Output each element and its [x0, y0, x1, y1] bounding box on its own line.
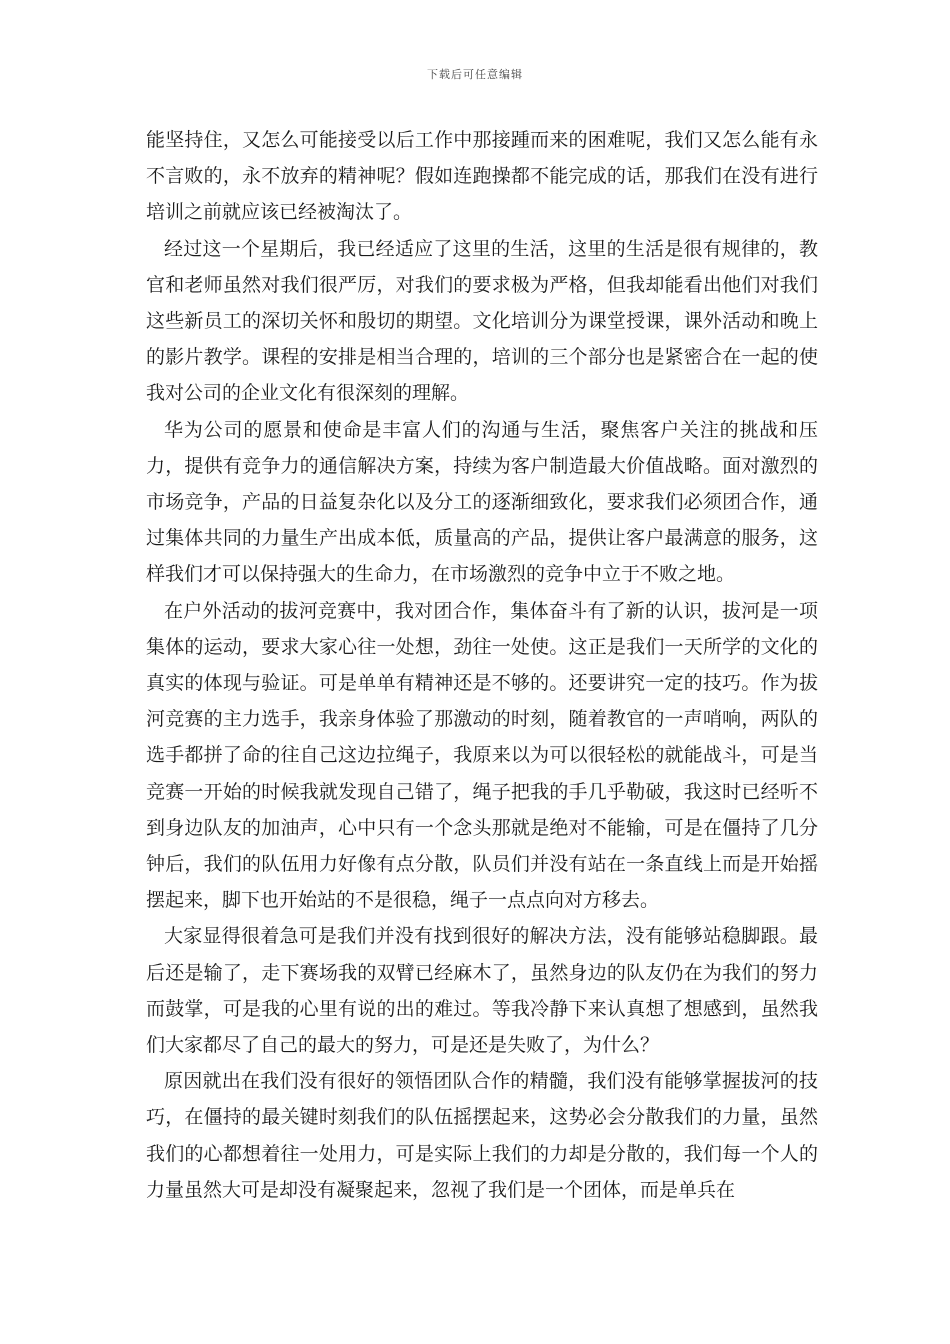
paragraph-reason: 原因就出在我们没有很好的领悟团队合作的精髓，我们没有能够掌握拔河的技巧，在僵持的最关键时刻我们的队伍摇摆起来，这势必会分散我们的力量，虽然我们的心都想着往一处用力，可是实际上我们的力却是分散的，我们每一个人的力量虽然大可是却没有凝聚起来，忽视了我们是一个团体，而是单兵在: [146, 1070, 818, 1201]
paragraph-defeat: 大家显得很着急可是我们并没有找到很好的解决方法，没有能够站稳脚跟。最后还是输了，走下赛场我的双臂已经麻木了，虽然身边的队友仍在为我们的努力而鼓掌，可是我的心里有说的出的难过。等我冷静下来认真想了想感到，虽然我们大家都尽了自己的最大的努力，可是还是失败了，为什么？: [146, 925, 818, 1057]
paragraph-tug-of-war: 在户外活动的拔河竞赛中，我对团合作，集体奋斗有了新的认识，拔河是一项集体的运动，要求大家心往一处想，劲往一处使。这正是我们一天所学的文化的真实的体现与验证。可是单单有精神还是不够的。还要讲究一定的技巧。作为拔河竞赛的主力选手，我亲身体验了那激动的时刻，随着教官的一声哨响，两队的选手都拼了命的往自己这边拉绳子，我原来以为可以很轻松的就能战斗，可是当竞赛一开始的时候我就发现自己错了，绳子把我的手几乎勒破，我这时已经听不到身边队友的加油声，心中只有一个念头那就是绝对不能输，可是在僵持了几分钟后，我们的队伍用力好像有点分散，队员们并没有站在一条直线上而是开始摇摆起来，脚下也开始站的不是很稳，绳子一点点向对方移去。: [146, 599, 818, 912]
document-body: [146, 122, 818, 1208]
paragraph-training-life: 经过这一个星期后，我已经适应了这里的生活，这里的生活是很有规律的，教官和老师虽然对我们很严厉，对我们的要求极为严格，但我却能看出他们对我们这些新员工的深切关怀和殷切的期望。文化培训分为课堂授课，课外活动和晚上的影片教学。课程的安排是相当合理的，培训的三个部分也是紧密合在一起的使我对公司的企业文化有很深刻的理解。: [146, 237, 818, 405]
paragraph-company-vision: 华为公司的愿景和使命是丰富人们的沟通与生活，聚焦客户关注的挑战和压力，提供有竞争力的通信解决方案，持续为客户制造最大价值战略。面对激烈的市场竞争，产品的日益复杂化以及分工的逐渐细致化，要求我们必须团合作，通过集体共同的力量生产出成本低，质量高的产品，提供让客户最满意的服务，这样我们才可以保持强大的生命力，在市场激烈的竞争中立于不败之地。: [146, 418, 818, 586]
page-header: 下载后可任意编辑: [427, 68, 523, 81]
paragraph-continuation: 能坚持住，又怎么可能接受以后工作中那接踵而来的困难呢，我们又怎么能有永不言败的，永不放弃的精神呢？假如连跑操都不能完成的话，那我们在没有进行培训之前就应该已经被淘汰了。: [146, 129, 818, 224]
